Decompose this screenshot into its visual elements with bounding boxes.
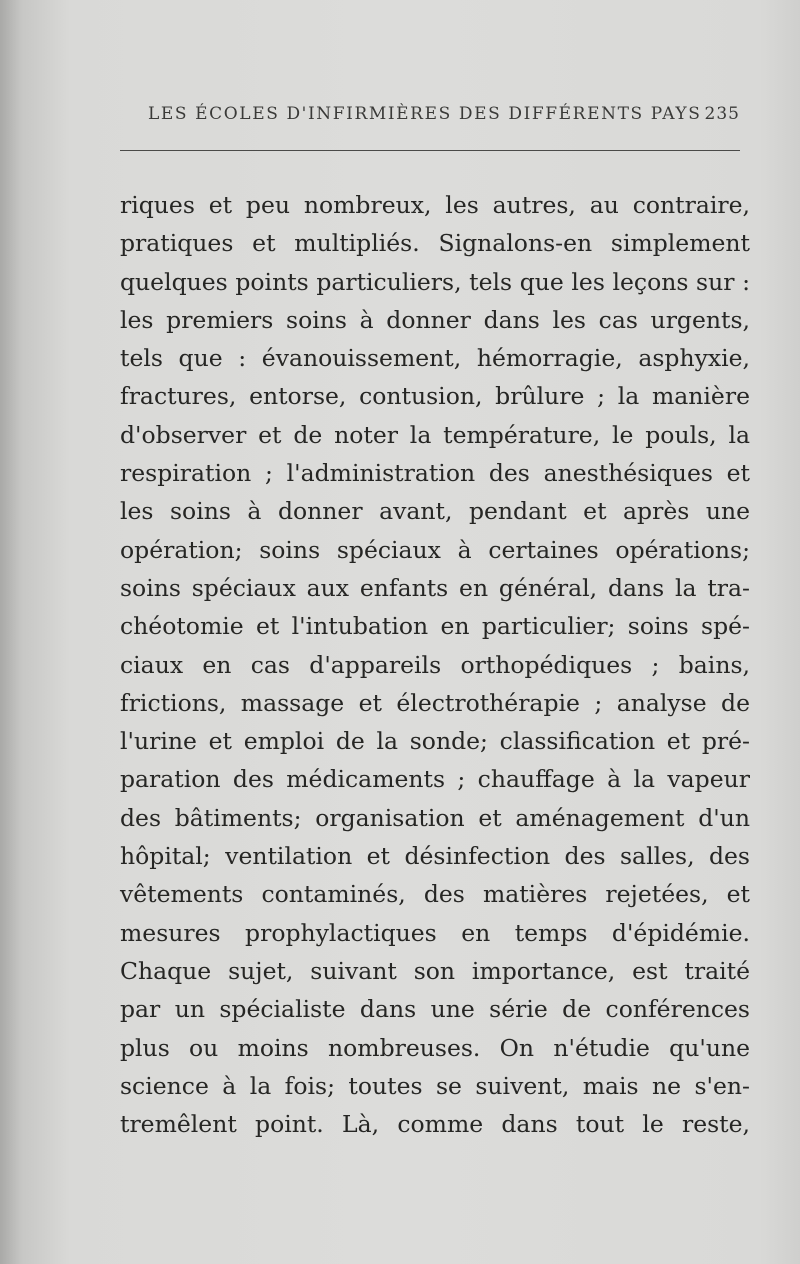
text-line: soins spéciaux aux enfants en général, dans la tra- xyxy=(120,573,750,602)
text-line: des bâtiments; organisation et aménagement d'un xyxy=(120,803,750,832)
text-line: les soins à donner avant, pendant et après une xyxy=(120,497,750,526)
text-line: paration des médicaments ; chauffage à la vapeur xyxy=(120,765,750,794)
text-line: d'observer et de noter la température, le pouls, la xyxy=(120,420,750,449)
running-title: LES ÉCOLES D'INFIRMIÈRES DES DIFFÉRENTS PAYS xyxy=(148,104,702,124)
text-line: Chaque sujet, suivant son importance, est traité xyxy=(120,956,750,985)
text-line: vêtements contaminés, des matières rejetées, et xyxy=(120,880,750,909)
text-line: chéotomie et l'intubation en particulier; soins spé- xyxy=(120,612,750,641)
running-header xyxy=(148,104,742,132)
text-line: opération; soins spéciaux à certaines opérations; xyxy=(120,535,750,564)
text-line: frictions, massage et électrothérapie ; analyse de xyxy=(120,688,750,717)
body-text xyxy=(120,186,750,1143)
text-line: riques et peu nombreux, les autres, au contraire, xyxy=(120,191,750,219)
text-line: quelques points particuliers, tels que les leçons sur : xyxy=(120,267,750,296)
text-line: pratiques et multipliés. Signalons-en simplement xyxy=(120,229,750,258)
header-rule xyxy=(120,150,740,151)
text-line: ciaux en cas d'appareils orthopédiques ; bains, xyxy=(120,650,750,679)
text-line: science à la fois; toutes se suivent, mais ne s'en- xyxy=(120,1071,750,1100)
text-line: hôpital; ventilation et désinfection des salles, des xyxy=(120,842,750,871)
text-line: plus ou moins nombreuses. On n'étudie qu'une xyxy=(120,1033,750,1062)
page-number: 235 xyxy=(704,104,740,124)
text-line: l'urine et emploi de la sonde; classification et pré- xyxy=(120,727,750,756)
text-line: mesures prophylactiques en temps d'épidémie. xyxy=(120,918,750,947)
text-line: respiration ; l'administration des anesthésiques et xyxy=(120,459,750,488)
text-line: par un spécialiste dans une série de conférences xyxy=(120,995,750,1024)
text-line: fractures, entorse, contusion, brûlure ; la manière xyxy=(120,382,750,411)
text-line: tremêlent point. Là, comme dans tout le reste, xyxy=(120,1110,750,1139)
text-line: les premiers soins à donner dans les cas urgents, xyxy=(120,305,750,334)
text-line: tels que : évanouissement, hémorragie, asphyxie, xyxy=(120,344,750,373)
